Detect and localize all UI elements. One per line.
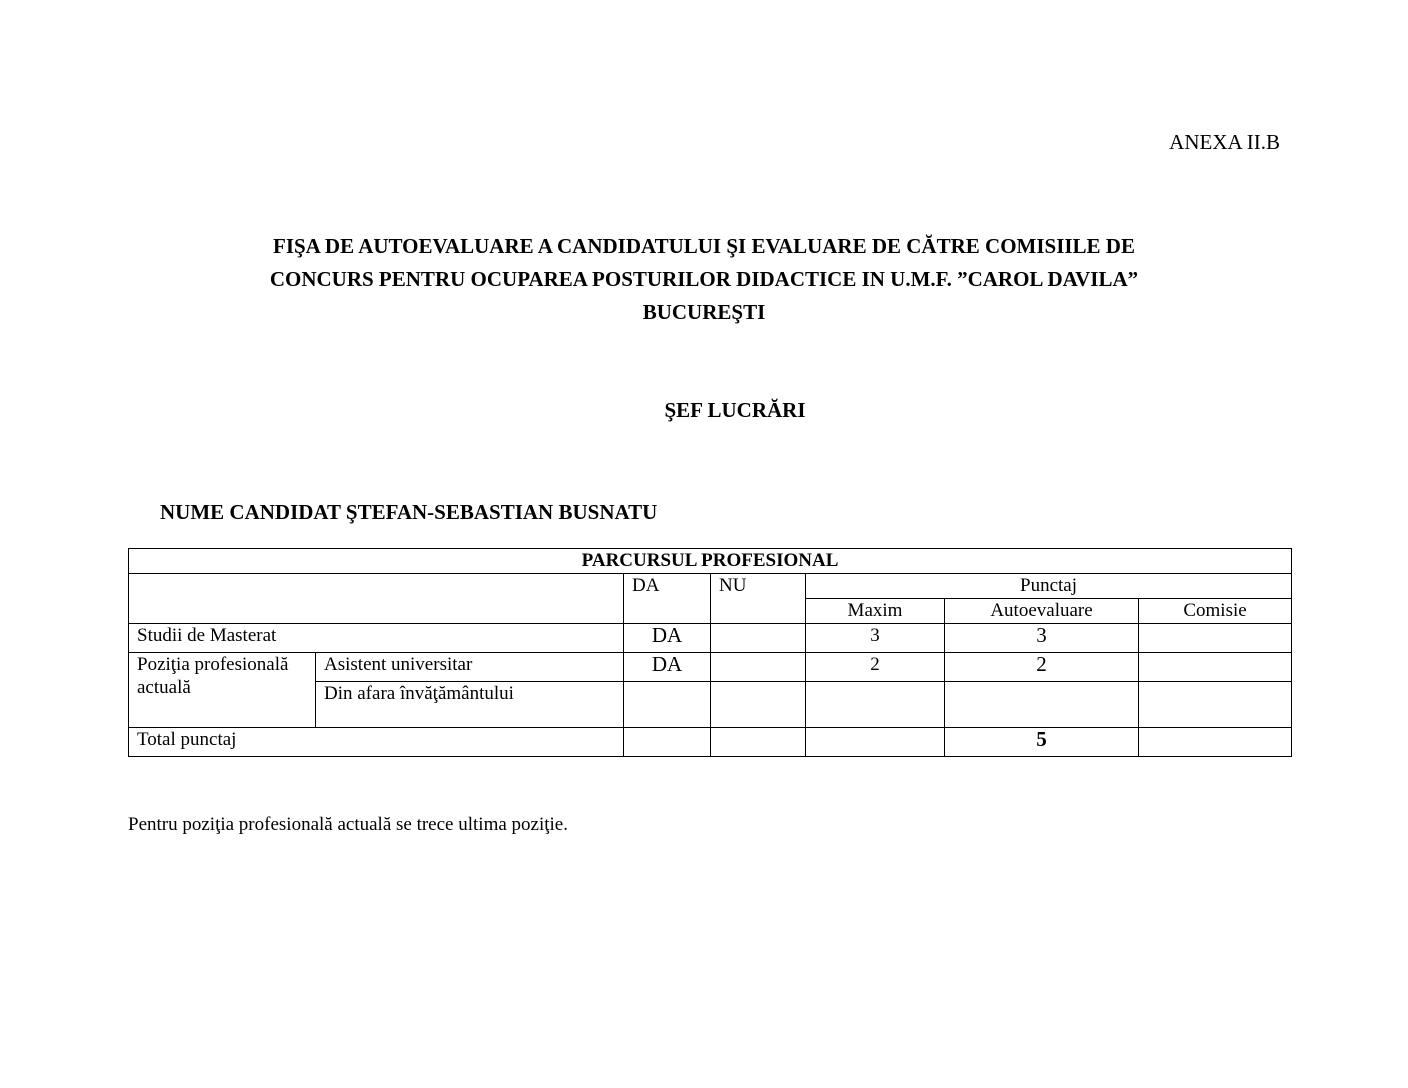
title-line-1: FIŞA DE AUTOEVALUARE A CANDIDATULUI ŞI EVALUARE DE CĂTRE COMISIILE DE bbox=[273, 234, 1135, 258]
row-label-masterat: Studii de Masterat bbox=[129, 624, 624, 653]
cell-comisie bbox=[1139, 728, 1292, 757]
cell-comisie bbox=[1139, 624, 1292, 653]
table-row-total bbox=[129, 728, 1292, 757]
title-line-2: CONCURS PENTRU OCUPAREA POSTURILOR DIDACTICE IN U.M.F. ”CAROL DAVILA” bbox=[269, 267, 1139, 291]
header-nu: NU bbox=[711, 574, 806, 624]
cell-comisie bbox=[1139, 682, 1292, 728]
cell-maxim bbox=[806, 728, 945, 757]
row-label-asistent: Asistent universitar bbox=[316, 653, 624, 682]
cell-nu bbox=[711, 653, 806, 682]
cell-maxim: 2 bbox=[806, 653, 945, 682]
table-row bbox=[129, 653, 1292, 682]
position-title: ŞEF LUCRĂRI bbox=[664, 398, 806, 422]
row-label-din-afara: Din afara învăţământului bbox=[316, 682, 624, 728]
cell-autoevaluare: 3 bbox=[945, 624, 1139, 653]
row-label-pozitie: Poziţia profesională actuală bbox=[129, 653, 316, 728]
cell-nu bbox=[711, 624, 806, 653]
cell-maxim bbox=[806, 682, 945, 728]
footnote: Pentru poziţia profesională actuală se trece ultima poziţie. bbox=[128, 814, 568, 835]
cell-da bbox=[624, 728, 711, 757]
cell-nu bbox=[711, 682, 806, 728]
title-line-3: BUCUREŞTI bbox=[642, 300, 766, 324]
annex-label: ANEXA II.B bbox=[1169, 130, 1280, 154]
candidate-name: NUME CANDIDAT ŞTEFAN-SEBASTIAN BUSNATU bbox=[160, 500, 658, 524]
header-da: DA bbox=[624, 574, 711, 624]
cell-autoevaluare: 2 bbox=[945, 653, 1139, 682]
header-autoevaluare: Autoevaluare bbox=[945, 599, 1139, 624]
header-comisie: Comisie bbox=[1139, 599, 1292, 624]
cell-total-autoevaluare: 5 bbox=[945, 728, 1139, 757]
cell-nu bbox=[711, 728, 806, 757]
table-header-row bbox=[129, 574, 1292, 599]
cell-comisie bbox=[1139, 653, 1292, 682]
document-title bbox=[140, 230, 1268, 329]
header-maxim: Maxim bbox=[806, 599, 945, 624]
header-empty-cell bbox=[129, 574, 624, 624]
cell-da: DA bbox=[624, 624, 711, 653]
row-label-total: Total punctaj bbox=[129, 728, 624, 757]
table-section-header-row bbox=[129, 549, 1292, 574]
cell-da: DA bbox=[624, 653, 711, 682]
cell-maxim: 3 bbox=[806, 624, 945, 653]
cell-autoevaluare bbox=[945, 682, 1139, 728]
section-header: PARCURSUL PROFESIONAL bbox=[129, 549, 1292, 574]
evaluation-table bbox=[128, 548, 1292, 757]
cell-da bbox=[624, 682, 711, 728]
header-punctaj: Punctaj bbox=[806, 574, 1292, 599]
table-row bbox=[129, 624, 1292, 653]
